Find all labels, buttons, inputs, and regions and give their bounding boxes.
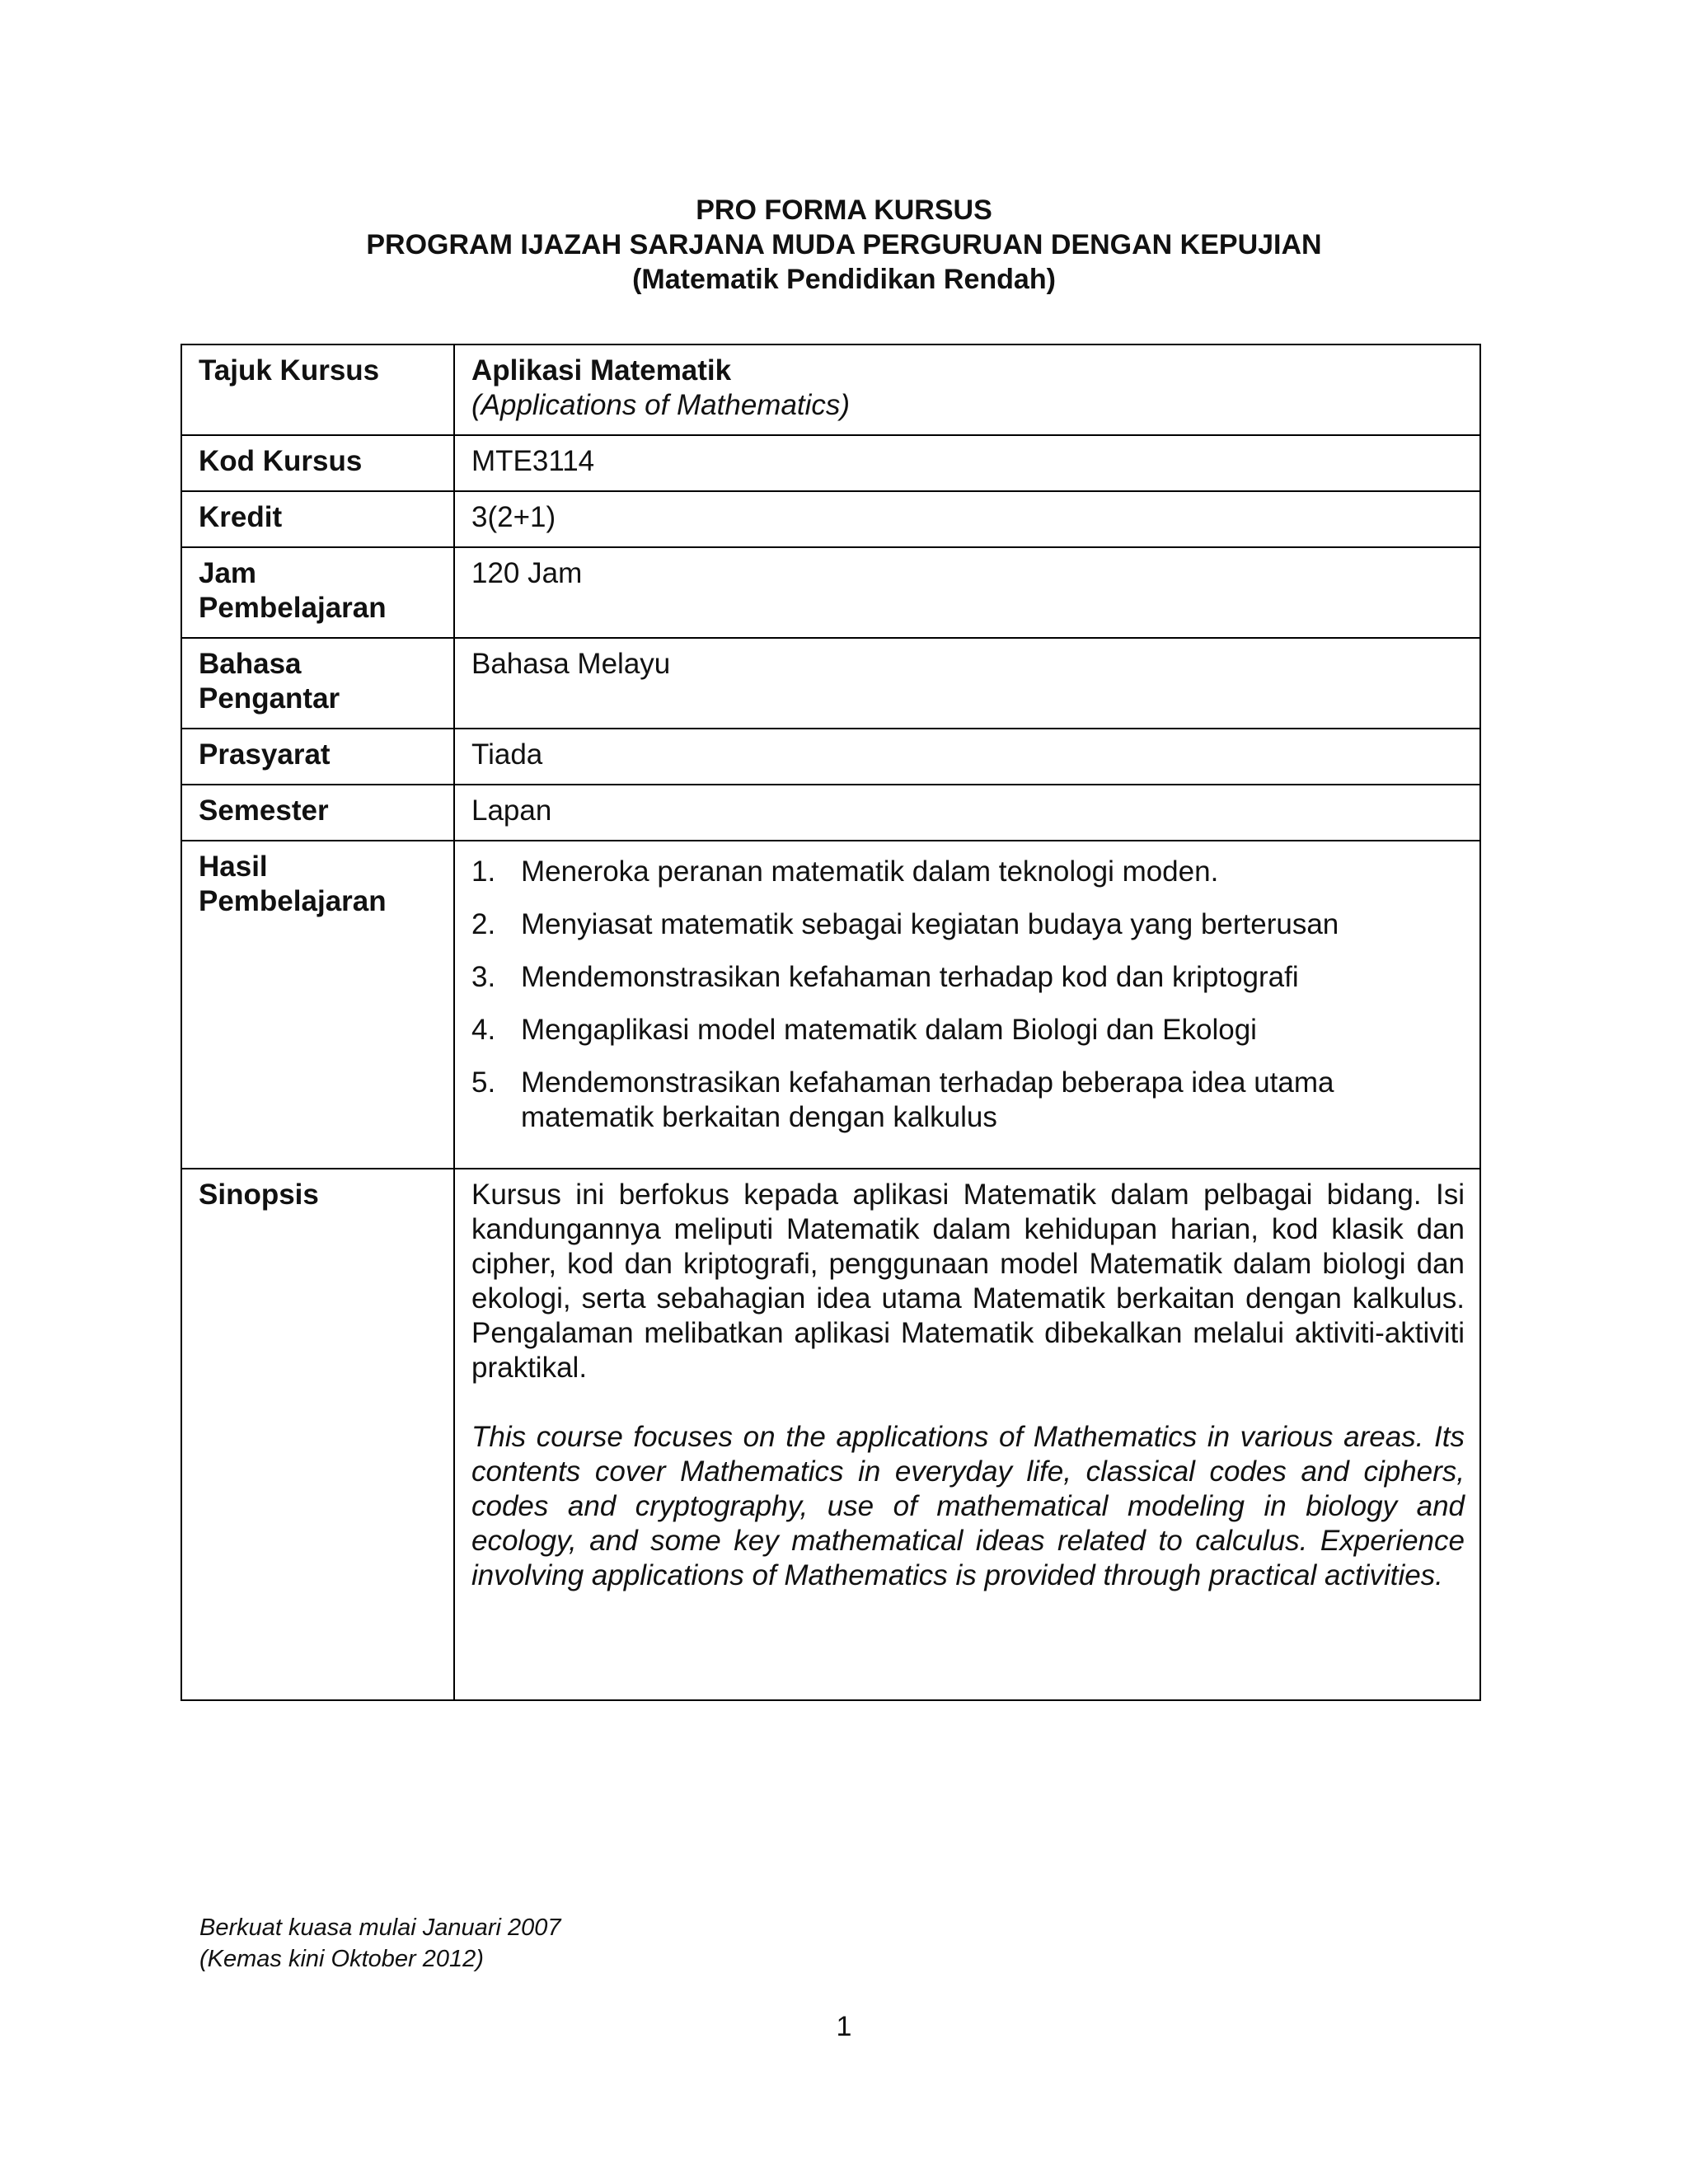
value-hasil-pembelajaran [454, 841, 1480, 1169]
course-proforma-table [181, 344, 1481, 1701]
label-kod-kursus: Kod Kursus [181, 435, 454, 491]
row-tajuk [181, 344, 1480, 435]
learning-outcomes-list [471, 855, 1468, 1135]
label-semester: Semester [181, 785, 454, 841]
row-hasil [181, 841, 1480, 1169]
label-sinopsis: Sinopsis [181, 1169, 454, 1700]
value-tajuk-kursus [454, 344, 1480, 435]
value-semester: Lapan [454, 785, 1480, 841]
footer-updated: (Kemas kini Oktober 2012) [199, 1946, 484, 1972]
header-program: PROGRAM IJAZAH SARJANA MUDA PERGURUAN DENGAN KEPUJIAN [366, 229, 1322, 260]
list-item: 1. Meneroka peranan matematik dalam teknologi moden. [471, 855, 1219, 888]
row-kredit [181, 491, 1480, 547]
value-bahasa-pengantar: Bahasa Melayu [454, 638, 1480, 729]
page-number: 1 [836, 2011, 852, 2042]
value-kod-kursus: MTE3114 [454, 435, 1480, 491]
row-semester [181, 785, 1480, 841]
effective-date-note [199, 1912, 560, 1975]
row-prasyarat [181, 729, 1480, 785]
label-tajuk-kursus: Tajuk Kursus [181, 344, 454, 435]
value-jam-pembelajaran: 120 Jam [454, 547, 1480, 638]
value-sinopsis [454, 1169, 1480, 1700]
row-jam [181, 547, 1480, 638]
synopsis-malay: Kursus ini berfokus kepada aplikasi Matematik dalam pelbagai bidang. Isi kandungannya meliputi Matematik dalam kehidupan harian, kod klasik dan cipher, kod dan kriptografi, penggunaan model Matematik dalam biologi dan ekologi, serta sebahagian idea utama Matematik berkaitan dengan kalkulus. Pengalaman melibatkan aplikasi Matematik dibekalkan melalui aktiviti-aktiviti praktikal. [471, 1179, 1465, 1384]
header-title: PRO FORMA KURSUS [696, 194, 992, 226]
list-item: 4. Mengaplikasi model matematik dalam Biologi dan Ekologi [471, 1014, 1257, 1046]
row-bahasa [181, 638, 1480, 729]
course-title: Aplikasi Matematik [471, 354, 732, 387]
header-subject: (Matematik Pendidikan Rendah) [632, 264, 1056, 295]
course-title-en: (Applications of Mathematics) [471, 389, 851, 421]
footer-effective: Berkuat kuasa mulai Januari 2007 [199, 1915, 561, 1941]
label-kredit: Kredit [181, 491, 454, 547]
label-jam-pembelajaran: Jam Pembelajaran [181, 547, 454, 638]
value-kredit: 3(2+1) [454, 491, 1480, 547]
label-bahasa-pengantar: Bahasa Pengantar [181, 638, 454, 729]
label-prasyarat: Prasyarat [181, 729, 454, 785]
row-kod [181, 435, 1480, 491]
list-item: 5. Mendemonstrasikan kefahaman terhadap beberapa idea utama matematik berkaitan dengan kalkulus [471, 1066, 1334, 1133]
list-item: 3. Mendemonstrasikan kefahaman terhadap kod dan kriptografi [471, 961, 1299, 993]
document-header [0, 193, 1688, 297]
label-hasil-pembelajaran: Hasil Pembelajaran [181, 841, 454, 1169]
row-sinopsis [181, 1169, 1480, 1700]
list-item: 2. Menyiasat matematik sebagai kegiatan budaya yang berterusan [471, 908, 1339, 940]
value-prasyarat: Tiada [454, 729, 1480, 785]
synopsis-english: This course focuses on the applications of Mathematics in various areas. Its contents cover Mathematics in everyday life, classical codes and ciphers, codes and cryptography, use of mathematical modeling in biology and ecology, and some key mathematical ideas related to calculus. Experience involving applications of Mathematics is provided through practical activities. [471, 1421, 1465, 1591]
